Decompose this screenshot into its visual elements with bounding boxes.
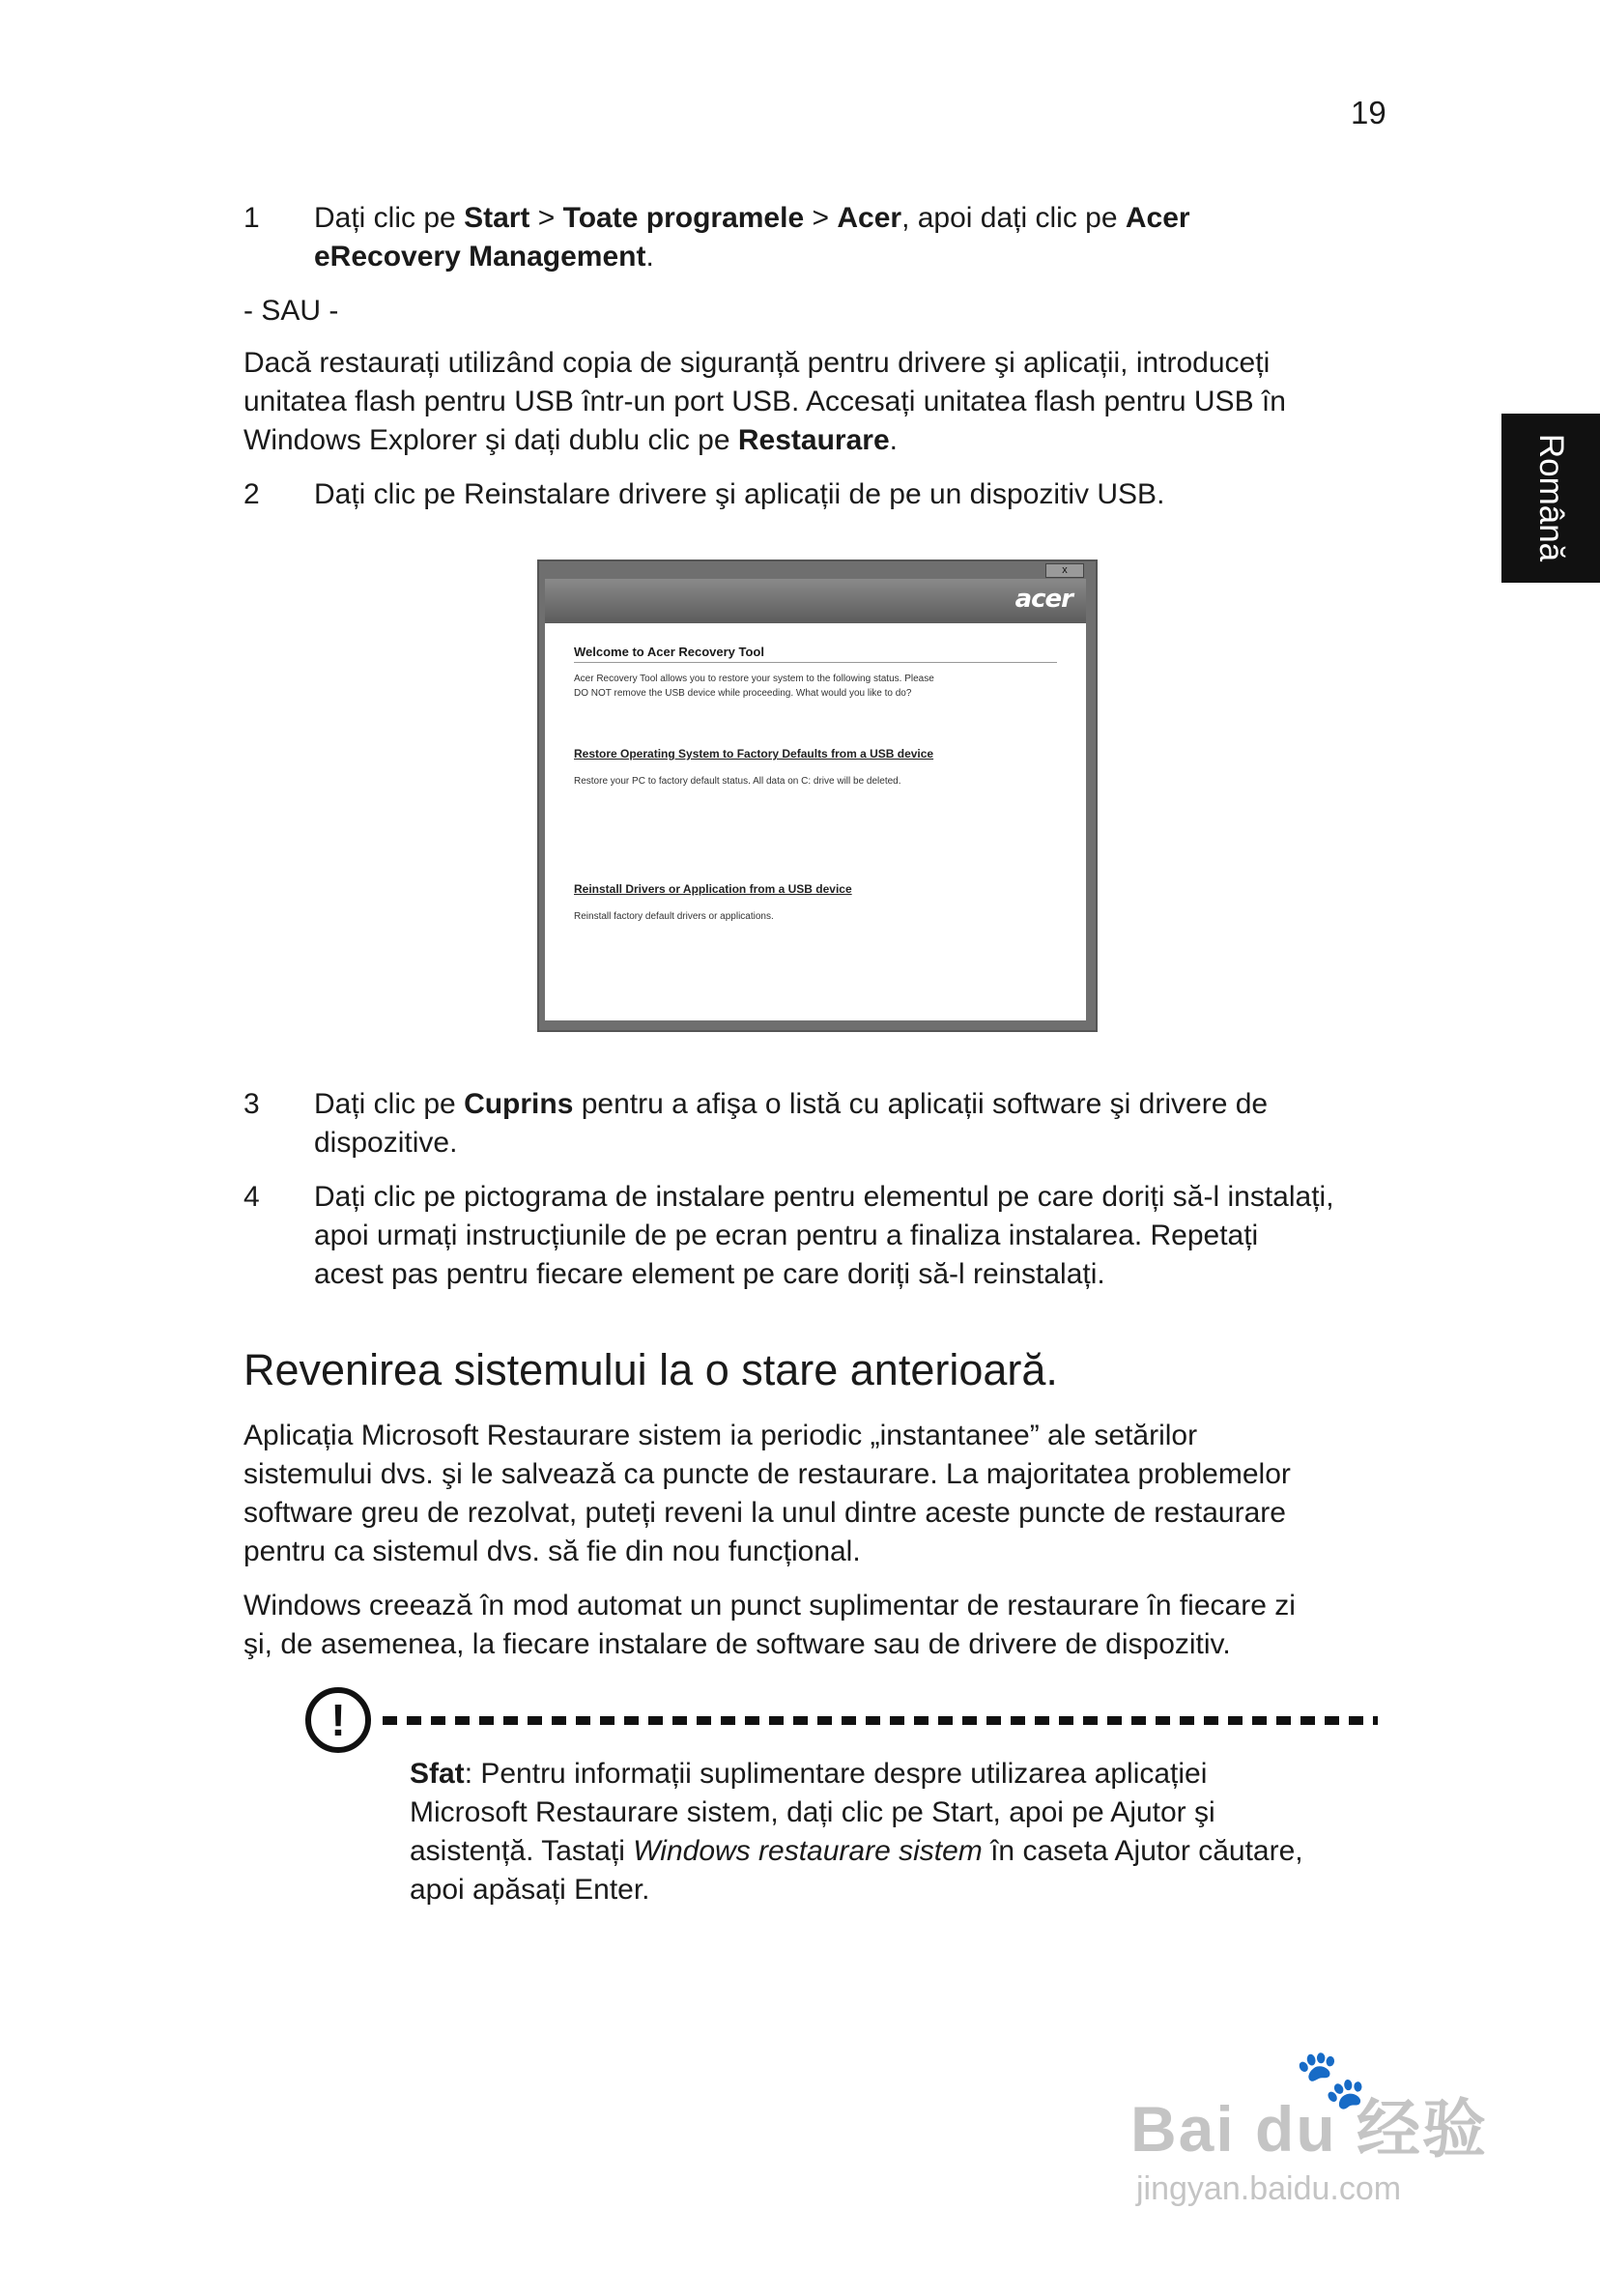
- paw-icon: 🐾: [1295, 2047, 1367, 2111]
- paragraph-line: Windows Explorer şi dați dublu clic pe Restaurare.: [243, 424, 898, 456]
- section-heading: Revenirea sistemului la o stare anterioară.: [243, 1345, 1058, 1394]
- recovery-tool-screenshot: [537, 560, 1098, 1032]
- step-number: 1: [243, 202, 260, 234]
- page-number: 19: [1351, 95, 1386, 130]
- tip-line: Sfat: Pentru informații suplimentare despre utilizarea aplicației: [410, 1758, 1208, 1790]
- acer-logo: acer: [1014, 585, 1072, 614]
- intro-text-line: Acer Recovery Tool allows you to restore your system to the following status. Please: [574, 674, 934, 684]
- paragraph-line: Aplicația Microsoft Restaurare sistem ia periodic „instantanee” ale setărilor: [243, 1420, 1198, 1451]
- restore-os-link[interactable]: Restore Operating System to Factory Defaults from a USB device: [574, 747, 934, 761]
- step-number: 4: [243, 1181, 260, 1213]
- step-4-line: Dați clic pe pictograma de instalare pentru elementul pe care doriți să-l instalați,: [314, 1181, 1334, 1213]
- language-tab-label: Română: [1532, 433, 1570, 562]
- paragraph-line: unitatea flash pentru USB într-un port USB. Accesați unitatea flash pentru USB în: [243, 386, 1286, 417]
- tip-line: Microsoft Restaurare sistem, dați clic pe Start, apoi pe Ajutor şi: [410, 1796, 1215, 1828]
- reinstall-drivers-link[interactable]: Reinstall Drivers or Application from a USB device: [574, 882, 852, 896]
- step-1-line-2: eRecovery Management.: [314, 241, 654, 273]
- dashed-divider: [383, 1716, 1378, 1725]
- step-number: 2: [243, 478, 260, 510]
- paragraph-usb-restore: [243, 344, 1403, 460]
- tip-text: [410, 1755, 1405, 1909]
- step-3-text: [314, 1085, 1406, 1162]
- watermark-url: jingyan.baidu.com: [1136, 2170, 1402, 2207]
- tip-line: asistență. Tastați Windows restaurare sistem în caseta Ajutor căutare,: [410, 1835, 1303, 1867]
- paragraph-line: Windows creează în mod automat un punct suplimentar de restaurare în fiecare zi: [243, 1590, 1296, 1622]
- intro-text-line: DO NOT remove the USB device while proceeding. What would you like to do?: [574, 688, 912, 699]
- step-3-line-2: dispozitive.: [314, 1127, 458, 1159]
- step-2-text: Dați clic pe Reinstalare drivere şi aplicații de pe un dispozitiv USB.: [314, 478, 1165, 510]
- reinstall-drivers-description: Reinstall factory default drivers or applications.: [574, 911, 774, 922]
- header-banner: [545, 579, 1086, 623]
- close-icon[interactable]: x: [1045, 563, 1084, 578]
- step-3-line-1: Dați clic pe Cuprins pentru a afişa o listă cu aplicații software şi drivere de: [314, 1088, 1269, 1120]
- divider: [574, 662, 1057, 663]
- warning-icon: !: [305, 1687, 371, 1753]
- language-side-tab: [1501, 414, 1600, 583]
- paragraph-line: software greu de rezolvat, puteți reveni la unul dintre aceste puncte de restaurare: [243, 1497, 1286, 1529]
- step-number: 3: [243, 1088, 260, 1120]
- paragraph-line: Dacă restaurați utilizând copia de siguranță pentru drivere şi aplicații, introduceți: [243, 347, 1271, 379]
- panel-title: Welcome to Acer Recovery Tool: [574, 645, 764, 659]
- or-separator: - SAU -: [243, 295, 339, 327]
- recovery-panel: [545, 623, 1086, 1020]
- tip-line: apoi apăsați Enter.: [410, 1874, 650, 1906]
- step-4-line: acest pas pentru fiecare element pe care doriți să-l reinstalați.: [314, 1258, 1105, 1290]
- step-1-text: [314, 199, 1406, 276]
- watermark-brand: Bai du 经验: [1130, 2093, 1489, 2165]
- paragraph-line: şi, de asemenea, la fiecare instalare de software sau de drivere de dispozitiv.: [243, 1628, 1231, 1660]
- paragraph-line: pentru ca sistemul dvs. să fie din nou funcțional.: [243, 1535, 861, 1567]
- paragraph-auto-restore: [243, 1587, 1403, 1664]
- step-4-line: apoi urmați instrucțiunile de pe ecran pentru a finaliza instalarea. Repetați: [314, 1220, 1259, 1251]
- paragraph-system-restore: [243, 1417, 1403, 1571]
- restore-os-description: Restore your PC to factory default status. All data on C: drive will be deleted.: [574, 776, 901, 787]
- paragraph-line: sistemului dvs. şi le salvează ca puncte de restaurare. La majoritatea problemelor: [243, 1458, 1291, 1490]
- step-4-text: [314, 1178, 1406, 1294]
- step-1-line-1: Dați clic pe Start > Toate programele > Acer, apoi dați clic pe Acer: [314, 202, 1190, 234]
